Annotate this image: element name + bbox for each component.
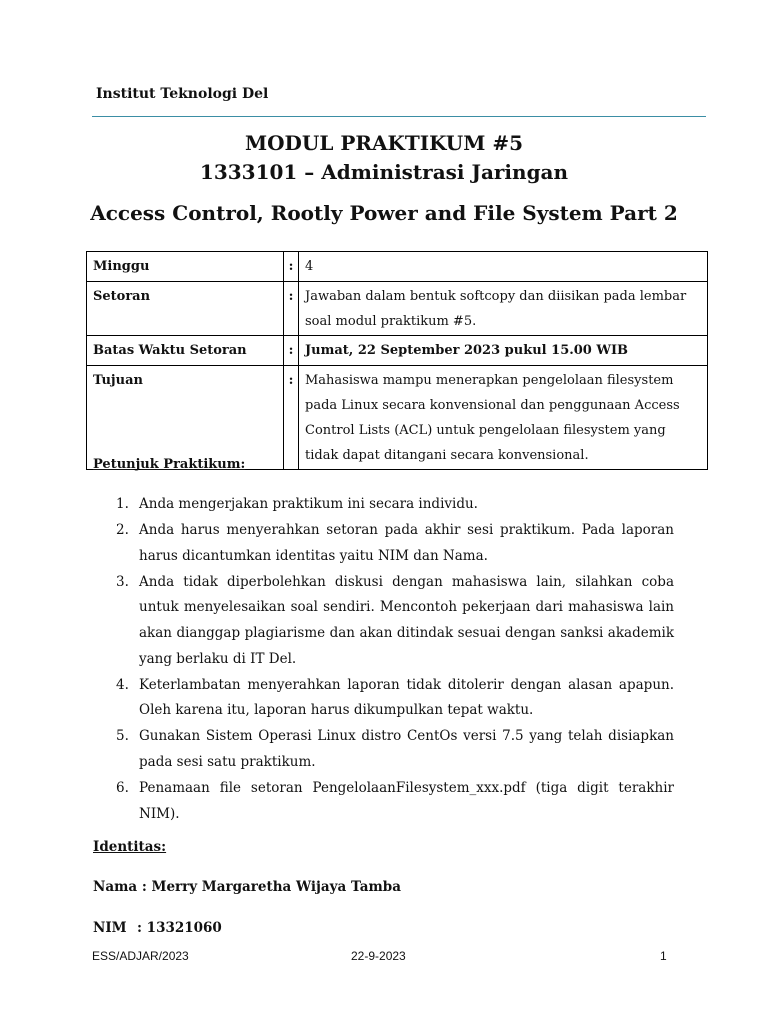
- item-text: Gunakan Sistem Operasi Linux distro CentOs versi 7.5 yang telah disiapkan pada sesi satu praktikum.: [139, 728, 674, 770]
- table-row: [87, 336, 708, 366]
- header-divider: [92, 116, 706, 117]
- footer-code: ESS/ADJAR/2023: [92, 949, 189, 963]
- item-number: 2.: [116, 522, 129, 539]
- identity-nim: [93, 920, 222, 936]
- row-value: 4: [299, 252, 708, 282]
- module-title: MODUL PRAKTIKUM #5: [244, 131, 524, 155]
- info-table: [86, 251, 708, 470]
- item-text: Anda mengerjakan praktikum ini secara individu.: [139, 496, 478, 512]
- item-text: Keterlambatan menyerahkan laporan tidak ditolerir dengan alasan apapun. Oleh karena itu, laporan harus dikumpulkan tepat waktu.: [139, 676, 674, 719]
- row-key: Batas Waktu Setoran: [87, 336, 284, 366]
- row-key: Setoran: [87, 282, 284, 336]
- footer-page-number: 1: [660, 949, 667, 963]
- row-value-deadline: Jumat, 22 September 2023 pukul 15.00 WIB: [299, 336, 708, 366]
- row-key: Tujuan: [87, 366, 284, 470]
- list-item: [114, 518, 674, 569]
- item-number: 3.: [116, 573, 129, 590]
- item-text: Penamaan file setoran PengelolaanFilesystem_xxx.pdf (tiga digit terakhir NIM).: [139, 780, 674, 822]
- identity-name: Nama : Merry Margaretha Wijaya Tamba: [93, 879, 401, 895]
- identity-heading: Identitas:: [93, 839, 167, 855]
- item-text: Anda harus menyerahkan setoran pada akhir sesi praktikum. Pada laporan harus dicantumkan identitas yaitu NIM dan Nama.: [139, 522, 674, 564]
- list-item: [114, 776, 674, 827]
- institution-name: Institut Teknologi Del: [96, 86, 269, 102]
- row-separator: :: [284, 282, 299, 336]
- nim-value: : 13321060: [137, 920, 222, 936]
- item-number: 4.: [116, 676, 129, 693]
- table-row: [87, 366, 708, 470]
- list-item: [114, 724, 674, 775]
- row-value: Mahasiswa mampu menerapkan pengelolaan filesystem pada Linux secara konvensional dan penggunaan Access Control Lists (ACL) untuk pengelolaan filesystem yang tidak dapat ditangani secara konvensional.: [299, 366, 708, 470]
- item-number: 1.: [116, 496, 129, 512]
- topic-title: Access Control, Rootly Power and File System Part 2: [90, 201, 678, 225]
- row-separator: :: [284, 336, 299, 366]
- course-title: 1333101 – Administrasi Jaringan: [199, 160, 569, 184]
- list-item: [114, 570, 674, 672]
- instructions-list: [114, 492, 674, 828]
- list-item: [114, 492, 674, 518]
- nim-label: NIM: [93, 920, 127, 936]
- table-row: [87, 282, 708, 336]
- item-text: Anda tidak diperbolehkan diskusi dengan mahasiswa lain, silahkan coba untuk menyelesaikan soal sendiri. Mencontoh pekerjaan dari mahasiswa lain akan dianggap plagiarisme dan akan ditindak sesuai dengan sanksi akademik yang berlaku di IT Del.: [139, 573, 674, 667]
- row-value: Jawaban dalam bentuk softcopy dan diisikan pada lembar soal modul praktikum #5.: [299, 282, 708, 336]
- item-number: 6.: [116, 780, 129, 797]
- row-separator: :: [284, 252, 299, 282]
- row-key: Minggu: [87, 252, 284, 282]
- row-separator: :: [284, 366, 299, 470]
- item-number: 5.: [116, 728, 129, 745]
- instructions-heading: Petunjuk Praktikum:: [93, 457, 246, 472]
- footer-date: 22-9-2023: [351, 949, 406, 963]
- list-item: [114, 673, 674, 724]
- table-row: [87, 252, 708, 282]
